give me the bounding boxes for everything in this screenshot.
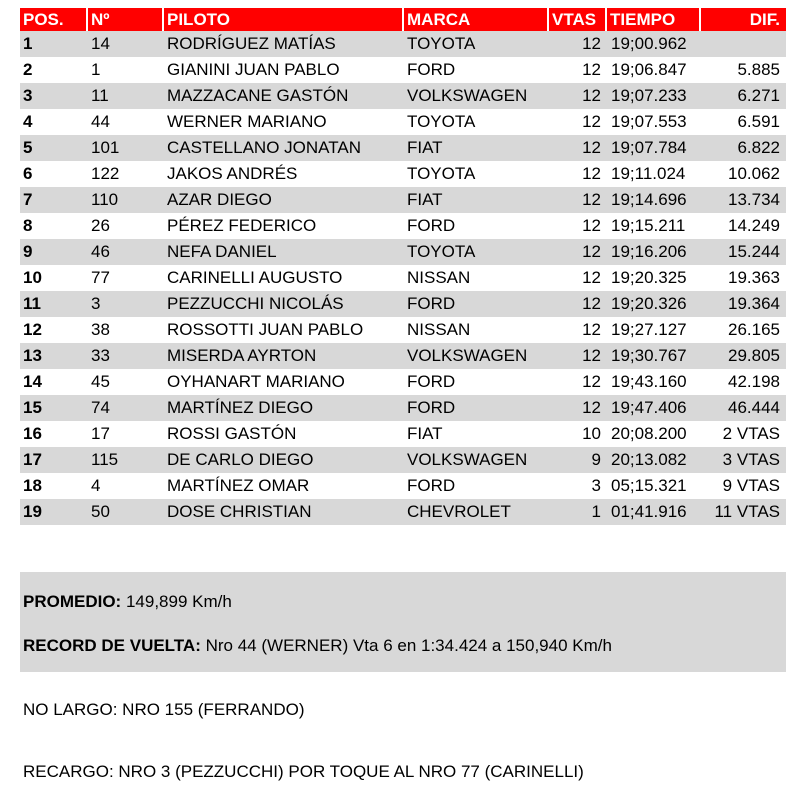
header-diff: DIF.: [701, 8, 786, 31]
cell-time: 19;11.024: [607, 161, 701, 187]
cell-brand: FIAT: [404, 135, 549, 161]
average-speed-value: 149,899 Km/h: [125, 592, 232, 611]
cell-laps: 12: [549, 291, 607, 317]
cell-driver: CASTELLANO JONATAN: [164, 135, 404, 161]
cell-laps: 12: [549, 343, 607, 369]
cell-brand: NISSAN: [404, 317, 549, 343]
header-laps: VTAS: [549, 8, 607, 31]
cell-pos: 10: [20, 265, 88, 291]
table-row: [20, 499, 786, 525]
table-row: [20, 109, 786, 135]
header-driver: PILOTO: [164, 8, 404, 31]
cell-laps: 12: [549, 239, 607, 265]
cell-brand: FIAT: [404, 421, 549, 447]
cell-brand: TOYOTA: [404, 31, 549, 57]
table-row: [20, 447, 786, 473]
did-not-start-line: NO LARGO: NRO 155 (FERRANDO): [23, 700, 305, 719]
cell-pos: 19: [20, 499, 88, 525]
cell-laps: 12: [549, 57, 607, 83]
cell-driver: ROSSI GASTÓN: [164, 421, 404, 447]
header-time: TIEMPO: [607, 8, 701, 31]
cell-time: 19;06.847: [607, 57, 701, 83]
cell-pos: 15: [20, 395, 88, 421]
cell-diff: 6.271: [701, 83, 786, 109]
cell-pos: 14: [20, 369, 88, 395]
cell-time: 20;13.082: [607, 447, 701, 473]
cell-time: 19;20.326: [607, 291, 701, 317]
cell-driver: MISERDA AYRTON: [164, 343, 404, 369]
cell-diff: 15.244: [701, 239, 786, 265]
cell-driver: NEFA DANIEL: [164, 239, 404, 265]
lap-record-line: [23, 636, 612, 656]
cell-brand: VOLKSWAGEN: [404, 83, 549, 109]
cell-brand: VOLKSWAGEN: [404, 343, 549, 369]
cell-number: 17: [88, 421, 164, 447]
cell-time: 19;47.406: [607, 395, 701, 421]
cell-laps: 12: [549, 369, 607, 395]
notes-band: [20, 572, 786, 672]
cell-time: 19;30.767: [607, 343, 701, 369]
cell-brand: TOYOTA: [404, 161, 549, 187]
cell-number: 110: [88, 187, 164, 213]
cell-laps: 12: [549, 265, 607, 291]
cell-diff: 13.734: [701, 187, 786, 213]
cell-diff: 10.062: [701, 161, 786, 187]
cell-number: 3: [88, 291, 164, 317]
cell-diff: 19.363: [701, 265, 786, 291]
cell-pos: 12: [20, 317, 88, 343]
cell-number: 122: [88, 161, 164, 187]
header-brand: MARCA: [404, 8, 549, 31]
results-table: [20, 8, 786, 525]
cell-time: 19;07.233: [607, 83, 701, 109]
cell-number: 45: [88, 369, 164, 395]
cell-brand: FIAT: [404, 187, 549, 213]
cell-pos: 1: [20, 31, 88, 57]
cell-driver: MARTÍNEZ OMAR: [164, 473, 404, 499]
header-row: [20, 8, 786, 31]
cell-driver: CARINELLI AUGUSTO: [164, 265, 404, 291]
penalty-line: RECARGO: NRO 3 (PEZZUCCHI) POR TOQUE AL NRO 77 (CARINELLI): [23, 762, 584, 781]
cell-laps: 12: [549, 83, 607, 109]
race-notes: [20, 572, 786, 794]
cell-number: 77: [88, 265, 164, 291]
cell-driver: PÉREZ FEDERICO: [164, 213, 404, 239]
table-row: [20, 31, 786, 57]
cell-laps: 12: [549, 31, 607, 57]
cell-number: 11: [88, 83, 164, 109]
cell-number: 44: [88, 109, 164, 135]
average-speed-label: PROMEDIO:: [23, 592, 122, 611]
cell-diff: 11 VTAS: [701, 499, 786, 525]
cell-time: 19;07.553: [607, 109, 701, 135]
cell-diff: 9 VTAS: [701, 473, 786, 499]
cell-time: 20;08.200: [607, 421, 701, 447]
cell-driver: GIANINI JUAN PABLO: [164, 57, 404, 83]
cell-laps: 12: [549, 395, 607, 421]
cell-pos: 16: [20, 421, 88, 447]
table-row: [20, 317, 786, 343]
cell-pos: 5: [20, 135, 88, 161]
cell-diff: 19.364: [701, 291, 786, 317]
cell-laps: 3: [549, 473, 607, 499]
cell-number: 74: [88, 395, 164, 421]
cell-number: 38: [88, 317, 164, 343]
cell-pos: 11: [20, 291, 88, 317]
cell-brand: FORD: [404, 291, 549, 317]
cell-number: 101: [88, 135, 164, 161]
cell-laps: 10: [549, 421, 607, 447]
table-row: [20, 369, 786, 395]
cell-pos: 13: [20, 343, 88, 369]
cell-time: 19;27.127: [607, 317, 701, 343]
cell-diff: [701, 31, 786, 57]
cell-brand: FORD: [404, 57, 549, 83]
table-row: [20, 395, 786, 421]
cell-time: 19;16.206: [607, 239, 701, 265]
cell-diff: 2 VTAS: [701, 421, 786, 447]
cell-brand: TOYOTA: [404, 109, 549, 135]
cell-number: 115: [88, 447, 164, 473]
cell-time: 19;14.696: [607, 187, 701, 213]
cell-laps: 12: [549, 187, 607, 213]
cell-driver: OYHANART MARIANO: [164, 369, 404, 395]
cell-time: 19;43.160: [607, 369, 701, 395]
cell-time: 19;07.784: [607, 135, 701, 161]
cell-diff: 46.444: [701, 395, 786, 421]
cell-number: 1: [88, 57, 164, 83]
cell-brand: FORD: [404, 213, 549, 239]
cell-brand: CHEVROLET: [404, 499, 549, 525]
table-row: [20, 473, 786, 499]
cell-driver: DE CARLO DIEGO: [164, 447, 404, 473]
cell-laps: 12: [549, 213, 607, 239]
cell-brand: TOYOTA: [404, 239, 549, 265]
cell-laps: 12: [549, 161, 607, 187]
cell-brand: FORD: [404, 473, 549, 499]
cell-number: 50: [88, 499, 164, 525]
cell-pos: 17: [20, 447, 88, 473]
table-row: [20, 291, 786, 317]
cell-time: 19;00.962: [607, 31, 701, 57]
cell-time: 01;41.916: [607, 499, 701, 525]
cell-laps: 12: [549, 109, 607, 135]
cell-pos: 3: [20, 83, 88, 109]
cell-diff: 5.885: [701, 57, 786, 83]
table-row: [20, 239, 786, 265]
cell-brand: FORD: [404, 395, 549, 421]
cell-driver: MAZZACANE GASTÓN: [164, 83, 404, 109]
cell-number: 33: [88, 343, 164, 369]
table-row: [20, 265, 786, 291]
table-row: [20, 83, 786, 109]
cell-diff: 26.165: [701, 317, 786, 343]
table-row: [20, 135, 786, 161]
cell-pos: 2: [20, 57, 88, 83]
cell-driver: PEZZUCCHI NICOLÁS: [164, 291, 404, 317]
cell-driver: AZAR DIEGO: [164, 187, 404, 213]
cell-diff: 3 VTAS: [701, 447, 786, 473]
cell-brand: VOLKSWAGEN: [404, 447, 549, 473]
cell-driver: RODRÍGUEZ MATÍAS: [164, 31, 404, 57]
cell-diff: 42.198: [701, 369, 786, 395]
table-row: [20, 421, 786, 447]
cell-brand: FORD: [404, 369, 549, 395]
table-row: [20, 187, 786, 213]
table-row: [20, 57, 786, 83]
cell-diff: 6.822: [701, 135, 786, 161]
cell-diff: 6.591: [701, 109, 786, 135]
cell-pos: 9: [20, 239, 88, 265]
cell-time: 05;15.321: [607, 473, 701, 499]
lap-record-label: RECORD DE VUELTA:: [23, 636, 201, 655]
table-row: [20, 161, 786, 187]
cell-driver: DOSE CHRISTIAN: [164, 499, 404, 525]
average-speed-line: [23, 592, 232, 612]
cell-pos: 6: [20, 161, 88, 187]
cell-laps: 12: [549, 317, 607, 343]
cell-number: 4: [88, 473, 164, 499]
cell-time: 19;20.325: [607, 265, 701, 291]
cell-driver: MARTÍNEZ DIEGO: [164, 395, 404, 421]
cell-time: 19;15.211: [607, 213, 701, 239]
cell-laps: 9: [549, 447, 607, 473]
header-pos: POS.: [20, 8, 88, 31]
cell-driver: ROSSOTTI JUAN PABLO: [164, 317, 404, 343]
cell-pos: 7: [20, 187, 88, 213]
cell-pos: 4: [20, 109, 88, 135]
cell-number: 14: [88, 31, 164, 57]
cell-pos: 18: [20, 473, 88, 499]
lap-record-value: Nro 44 (WERNER) Vta 6 en 1:34.424 a 150,940 Km/h: [205, 636, 612, 655]
cell-laps: 12: [549, 135, 607, 161]
cell-laps: 1: [549, 499, 607, 525]
table-row: [20, 213, 786, 239]
cell-number: 26: [88, 213, 164, 239]
header-number: Nº: [88, 8, 164, 31]
table-row: [20, 343, 786, 369]
cell-number: 46: [88, 239, 164, 265]
cell-driver: JAKOS ANDRÉS: [164, 161, 404, 187]
cell-driver: WERNER MARIANO: [164, 109, 404, 135]
cell-brand: NISSAN: [404, 265, 549, 291]
cell-pos: 8: [20, 213, 88, 239]
cell-diff: 14.249: [701, 213, 786, 239]
cell-diff: 29.805: [701, 343, 786, 369]
